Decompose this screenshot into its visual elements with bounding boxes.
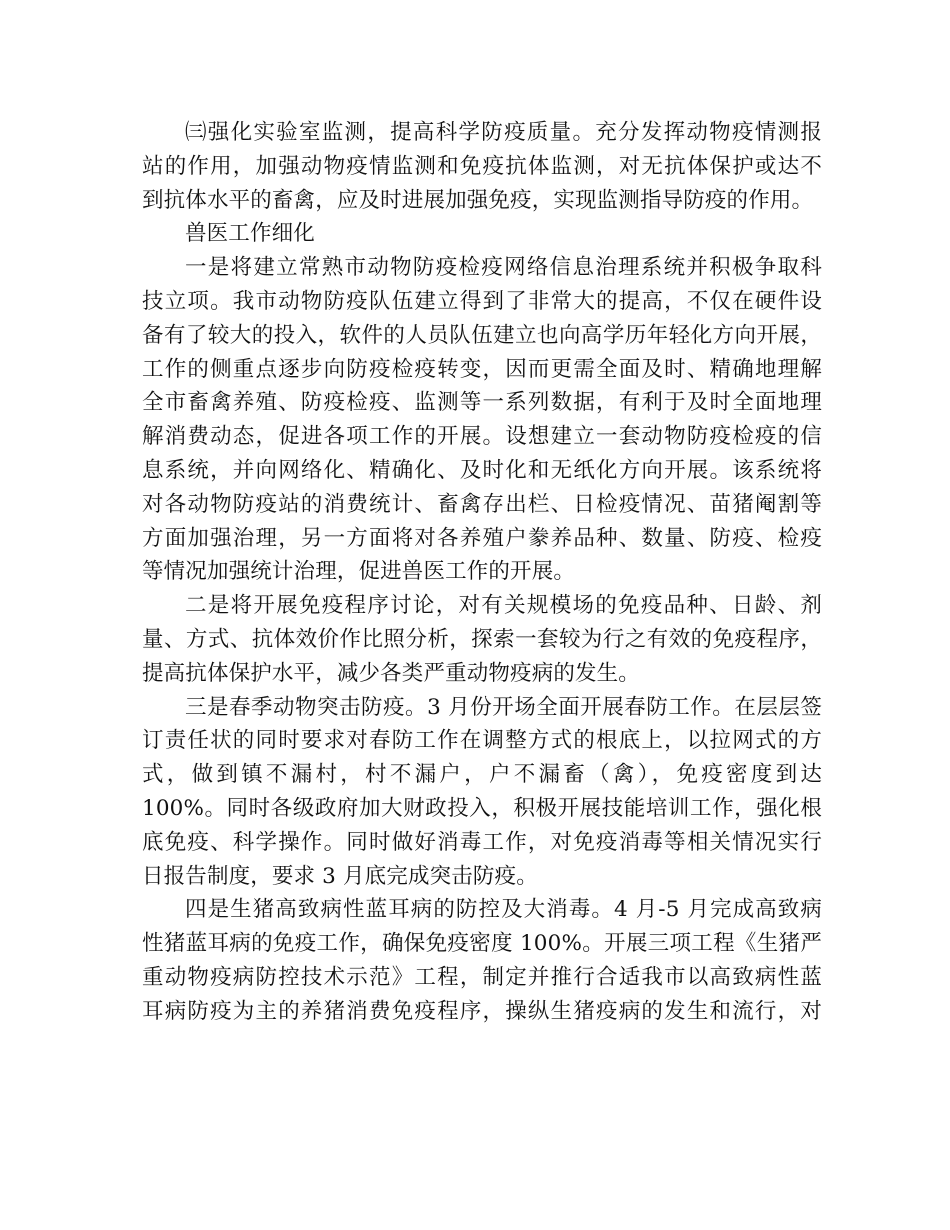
paragraph-lab-monitoring — [142, 116, 822, 217]
text-line: 底免疫、科学操作。同时做好消毒工作，对免疫消毒等相关情况实行 — [142, 829, 822, 855]
text-line: 一是将建立常熟市动物防疫检疫网络信息治理系统并积极争取科 — [185, 255, 822, 281]
text-line: 等情况加强统计治理，促进兽医工作的开展。 — [142, 559, 576, 585]
paragraph-item-1 — [142, 251, 822, 589]
text-line: 备有了较大的投入，软件的人员队伍建立也向高学历年轻化方向开展， — [142, 322, 822, 348]
text-line: 订责任状的同时要求对春防工作在调整方式的根底上，以拉网式的方 — [142, 728, 822, 754]
text-line: 四是生猪高致病性蓝耳病的防控及大消毒。4 月-5 月完成高致病 — [185, 897, 822, 923]
text-line: 解消费动态，促进各项工作的开展。设想建立一套动物防疫检疫的信 — [142, 424, 822, 450]
text-line: 技立项。我市动物防疫队伍建立得到了非常大的提高，不仅在硬件设 — [142, 288, 822, 314]
text-line: 式，做到镇不漏村，村不漏户，户不漏畜（禽），免疫密度到达 — [142, 762, 822, 788]
document-body — [142, 116, 822, 1029]
paragraph-item-4 — [142, 893, 822, 1028]
text-line: ㈢强化实验室监测，提高科学防疫质量。充分发挥动物疫情测报 — [185, 120, 822, 145]
text-line: 100%。同时各级政府加大财政投入，积极开展技能培训工作，强化根 — [142, 795, 822, 821]
text-line: 重动物疫病防控技术示范》工程，制定并推行合适我市以高致病性蓝 — [142, 964, 822, 990]
text-line: 二是将开展免疫程序讨论，对有关规模场的免疫品种、日龄、剂 — [185, 593, 822, 619]
paragraph-item-3 — [142, 691, 822, 894]
text-line: 日报告制度，要求 3 月底完成突击防疫。 — [142, 863, 538, 889]
text-line: 工作的侧重点逐步向防疫检疫转变，因而更需全面及时、精确地理解 — [142, 356, 822, 382]
text-line: 站的作用，加强动物疫情监测和免疫抗体监测，对无抗体保护或达不 — [142, 153, 822, 179]
text-line: 息系统，并向网络化、精确化、及时化和无纸化方向开展。该系统将 — [142, 457, 822, 483]
section-heading: 兽医工作细化 — [185, 221, 315, 247]
section-heading-vet-work — [142, 217, 822, 251]
text-line: 耳病防疫为主的养猪消费免疫程序，操纵生猪疫病的发生和流行，对 — [142, 998, 822, 1024]
text-line: 提高抗体保护水平，减少各类严重动物疫病的发生。 — [142, 660, 640, 686]
text-line: 方面加强治理，另一方面将对各养殖户豢养品种、数量、防疫、检疫 — [142, 525, 822, 551]
text-line: 到抗体水平的畜禽，应及时进展加强免疫，实现监测指导防疫的作用。 — [142, 187, 814, 213]
text-line: 对各动物防疫站的消费统计、畜禽存出栏、日检疫情况、苗猪阉割等 — [142, 491, 822, 517]
text-line: 全市畜禽养殖、防疫检疫、监测等一系列数据，有利于及时全面地理 — [142, 390, 822, 416]
paragraph-item-2 — [142, 589, 822, 690]
text-line: 性猪蓝耳病的免疫工作，确保免疫密度 100%。开展三项工程《生猪严 — [142, 931, 822, 957]
text-line: 三是春季动物突击防疫。3 月份开场全面开展春防工作。在层层签 — [185, 694, 822, 720]
text-line: 量、方式、抗体效价作比照分析，探索一套较为行之有效的免疫程序， — [142, 626, 822, 652]
